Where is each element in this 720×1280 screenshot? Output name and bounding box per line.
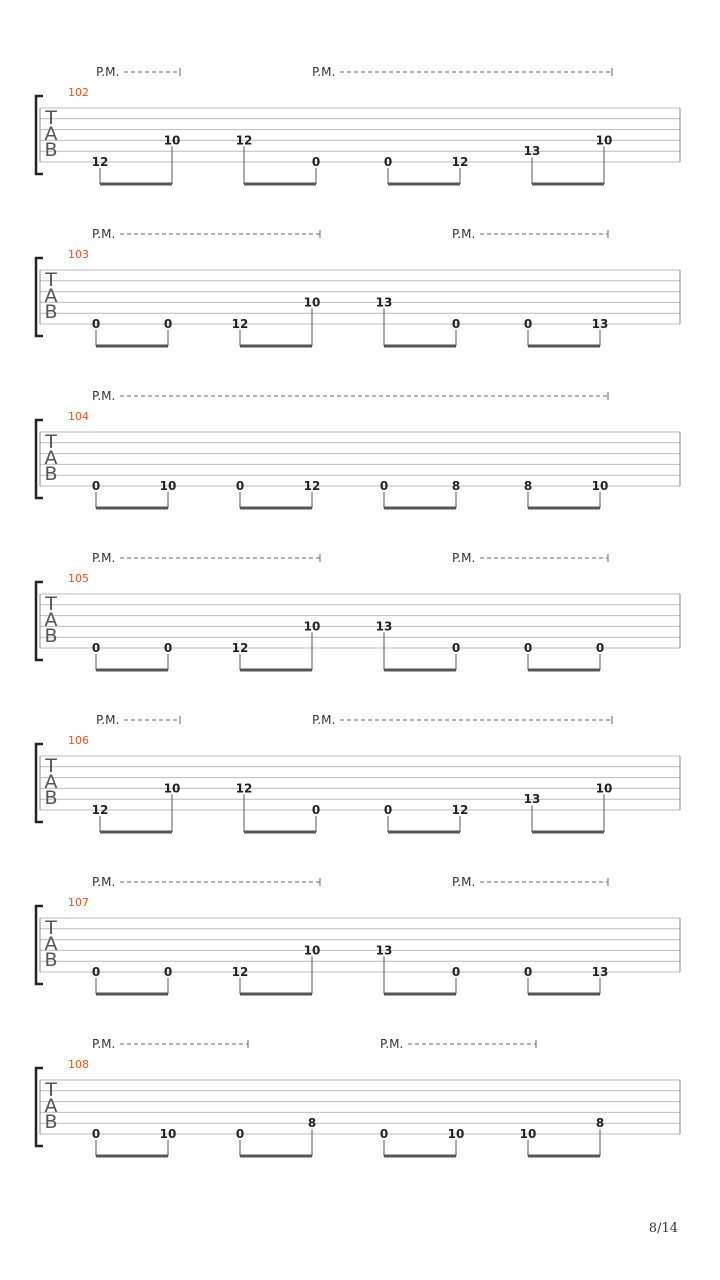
tab-clef-letter: B <box>44 1111 58 1133</box>
palm-mute-label: P.M. <box>96 65 120 79</box>
fret-number: 10 <box>159 1127 177 1141</box>
fret-number: 10 <box>303 619 321 634</box>
fret-number: 12 <box>235 133 253 148</box>
fret-number: 10 <box>595 133 613 148</box>
tab-clef-letter: T <box>45 593 57 615</box>
fret-number: 12 <box>231 317 249 331</box>
fret-number: 0 <box>163 641 173 655</box>
fret-number: 8 <box>595 1116 605 1131</box>
fret-number: 13 <box>523 144 541 159</box>
measure-number: 102 <box>68 86 89 99</box>
fret-number: 0 <box>91 317 101 331</box>
fret-number: 12 <box>451 803 469 817</box>
tab-clef-letter: A <box>44 285 58 307</box>
fret-number: 10 <box>163 133 181 148</box>
fret-number: 0 <box>91 1127 101 1141</box>
fret-number: 0 <box>311 155 321 169</box>
fret-number: 10 <box>303 943 321 958</box>
fret-number: 10 <box>519 1127 537 1141</box>
fret-number: 12 <box>235 781 253 796</box>
palm-mute-label: P.M. <box>92 1037 116 1051</box>
fret-number: 10 <box>595 781 613 796</box>
palm-mute-label: P.M. <box>312 65 336 79</box>
tab-clef-letter: T <box>45 431 57 453</box>
measure-number: 106 <box>68 734 89 747</box>
fret-number: 0 <box>523 965 533 979</box>
tab-clef-letter: A <box>44 771 58 793</box>
tab-clef-letter: B <box>44 301 58 323</box>
page-number: 8/14 <box>648 1221 678 1236</box>
tab-clef-letter: A <box>44 933 58 955</box>
fret-number: 10 <box>447 1127 465 1141</box>
palm-mute-label: P.M. <box>452 875 476 889</box>
measure-number: 105 <box>68 572 89 585</box>
tab-clef-letter: B <box>44 949 58 971</box>
fret-number: 13 <box>591 965 609 979</box>
fret-number: 8 <box>523 479 533 493</box>
fret-number: 0 <box>523 641 533 655</box>
palm-mute-label: P.M. <box>92 227 116 241</box>
fret-number: 10 <box>163 781 181 796</box>
fret-number: 0 <box>91 479 101 493</box>
palm-mute-label: P.M. <box>312 713 336 727</box>
palm-mute-label: P.M. <box>92 551 116 565</box>
fret-number: 13 <box>375 943 393 958</box>
palm-mute-label: P.M. <box>96 713 120 727</box>
fret-number: 0 <box>451 641 461 655</box>
fret-number: 10 <box>591 479 609 493</box>
fret-number: 13 <box>375 619 393 634</box>
tab-clef-letter: B <box>44 463 58 485</box>
fret-number: 0 <box>383 155 393 169</box>
fret-number: 10 <box>303 295 321 310</box>
fret-number: 12 <box>231 641 249 655</box>
fret-number: 0 <box>379 1127 389 1141</box>
measure-number: 108 <box>68 1058 89 1071</box>
fret-number: 0 <box>379 479 389 493</box>
fret-number: 12 <box>451 155 469 169</box>
fret-number: 0 <box>91 965 101 979</box>
tab-clef-letter: T <box>45 107 57 129</box>
fret-number: 0 <box>523 317 533 331</box>
fret-number: 8 <box>307 1116 317 1131</box>
fret-number: 0 <box>595 641 605 655</box>
tab-clef-letter: T <box>45 755 57 777</box>
fret-number: 10 <box>159 479 177 493</box>
measure-number: 103 <box>68 248 89 261</box>
fret-number: 0 <box>383 803 393 817</box>
fret-number: 13 <box>523 792 541 807</box>
palm-mute-label: P.M. <box>452 227 476 241</box>
tab-clef-letter: A <box>44 447 58 469</box>
tab-clef-letter: A <box>44 1095 58 1117</box>
fret-number: 0 <box>451 965 461 979</box>
palm-mute-label: P.M. <box>92 389 116 403</box>
fret-number: 12 <box>91 803 109 817</box>
fret-number: 0 <box>235 1127 245 1141</box>
fret-number: 0 <box>235 479 245 493</box>
fret-number: 12 <box>303 479 321 493</box>
palm-mute-label: P.M. <box>380 1037 404 1051</box>
fret-number: 0 <box>451 317 461 331</box>
tab-clef-letter: T <box>45 917 57 939</box>
tab-clef-letter: A <box>44 609 58 631</box>
tab-clef-letter: B <box>44 139 58 161</box>
tab-clef-letter: T <box>45 1079 57 1101</box>
fret-number: 8 <box>451 479 461 493</box>
tab-clef-letter: A <box>44 123 58 145</box>
fret-number: 0 <box>163 317 173 331</box>
palm-mute-label: P.M. <box>92 875 116 889</box>
fret-number: 0 <box>311 803 321 817</box>
tab-clef-letter: B <box>44 625 58 647</box>
tab-clef-letter: B <box>44 787 58 809</box>
fret-number: 12 <box>91 155 109 169</box>
tab-clef-letter: T <box>45 269 57 291</box>
measure-number: 107 <box>68 896 89 909</box>
fret-number: 13 <box>375 295 393 310</box>
fret-number: 0 <box>91 641 101 655</box>
fret-number: 0 <box>163 965 173 979</box>
measure-number: 104 <box>68 410 89 423</box>
fret-number: 12 <box>231 965 249 979</box>
fret-number: 13 <box>591 317 609 331</box>
palm-mute-label: P.M. <box>452 551 476 565</box>
